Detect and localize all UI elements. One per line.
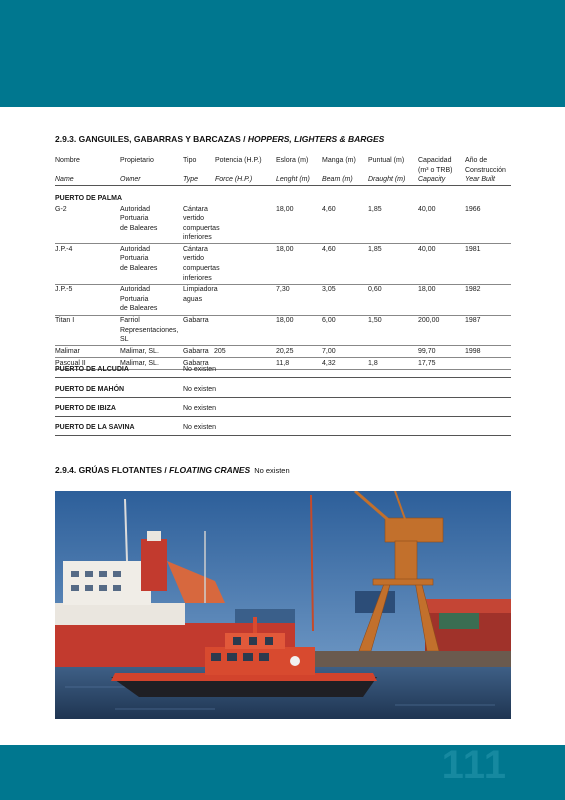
cell-owner <box>120 205 157 234</box>
header-name: Name <box>55 176 74 183</box>
cranes-title-es: 2.9.4. GRÚAS FLOTANTES / <box>55 465 170 475</box>
page-number: 111 <box>441 743 507 787</box>
cell-year: 1998 <box>465 347 481 355</box>
cell-owner <box>120 316 178 345</box>
port-name: PUERTO DE ALCUDIA <box>55 366 129 373</box>
cell-line: Portuaria <box>120 215 149 223</box>
cell-type <box>183 245 220 283</box>
header-year-built: Year Built <box>465 176 495 183</box>
port-note: No existen <box>183 424 217 431</box>
cell-draught: 1,50 <box>368 317 382 325</box>
port-note: No existen <box>183 366 217 373</box>
cell-length: 11,8 <box>276 359 290 367</box>
cell-line: de Baleares <box>120 265 158 273</box>
cell-line: Malimar, SL. <box>120 347 159 355</box>
port-rule <box>55 397 511 398</box>
port-name: PUERTO DE LA SAVINA <box>55 424 135 431</box>
cell-beam: 4,60 <box>322 245 336 253</box>
header-capacity: Capacity <box>418 176 446 183</box>
cell-line: Portuaria <box>120 255 149 263</box>
cell-line: Representaciones, <box>120 326 179 334</box>
port-note: No existen <box>183 386 217 393</box>
header-ano: Año de <box>465 157 488 164</box>
cell-line: Cántara <box>183 205 208 213</box>
cell-line: compuertas <box>183 265 220 273</box>
header-capacidad-unit: (m³ o TRB) <box>418 166 453 174</box>
header-capacidad: Capacidad <box>418 157 452 164</box>
cell-line: Autoridad <box>120 205 150 213</box>
cell-line: vertido <box>183 215 205 223</box>
cell-power: 205 <box>214 347 226 355</box>
cell-capacity: 18,00 <box>418 286 436 294</box>
cell-year: 1981 <box>465 245 481 253</box>
header-potencia: Potencia (H.P.) <box>215 157 262 164</box>
cell-capacity: 200,00 <box>418 317 440 325</box>
header-force: Force (H.P.) <box>215 176 253 183</box>
port-rule <box>55 377 511 378</box>
header-eslora: Eslora (m) <box>276 157 309 164</box>
cell-beam: 4,60 <box>322 205 336 213</box>
cell-line: aguas <box>183 295 203 303</box>
header-type: Type <box>183 176 199 183</box>
cell-line: Cántara <box>183 245 208 253</box>
cell-length: 18,00 <box>276 317 294 325</box>
header-construccion: Construcción <box>465 166 506 174</box>
group-puerto-de-palma: PUERTO DE PALMA <box>55 195 123 202</box>
header-beam: Beam (m) <box>322 176 353 183</box>
cranes-note: No existen <box>254 466 290 475</box>
cell-name: Malimar <box>55 347 80 355</box>
cell-line: compuertas <box>183 224 220 232</box>
cell-type <box>183 285 218 304</box>
cell-beam: 7,00 <box>322 347 336 355</box>
cell-owner <box>120 245 157 274</box>
section-title-en: HOPPERS, LIGHTERS & BARGES <box>247 134 385 144</box>
cell-line: inferiores <box>183 274 212 282</box>
cell-beam: 4,32 <box>322 359 336 367</box>
header-manga: Manga (m) <box>322 157 356 164</box>
cell-capacity: 40,00 <box>418 245 436 253</box>
cell-line: Autoridad <box>120 286 150 294</box>
cell-year: 1982 <box>465 286 481 294</box>
port-name: PUERTO DE MAHÓN <box>55 386 125 393</box>
cell-type <box>183 205 220 243</box>
cell-line: Gabarra <box>183 317 209 325</box>
header-nombre: Nombre <box>55 157 80 164</box>
section-heading-cranes <box>55 465 290 475</box>
cell-line: Gabarra <box>183 347 209 355</box>
header-tipo: Tipo <box>183 157 197 164</box>
cell-line: SL <box>120 336 129 344</box>
cell-draught: 1,85 <box>368 205 382 213</box>
cell-draught: 1,85 <box>368 245 382 253</box>
cell-line: de Baleares <box>120 224 158 232</box>
cell-draught: 1,8 <box>368 359 378 367</box>
port-note: No existen <box>183 405 217 412</box>
port-rule <box>55 435 511 436</box>
cell-year: 1987 <box>465 317 481 325</box>
cell-year: 1966 <box>465 205 481 213</box>
cell-name: Titan I <box>55 317 75 325</box>
cell-capacity: 40,00 <box>418 205 436 213</box>
header-rule <box>55 185 511 186</box>
cell-owner <box>120 285 157 314</box>
section-heading-barges <box>55 134 384 144</box>
cell-name: J.P.-4 <box>55 245 73 253</box>
cell-line: Portuaria <box>120 295 149 303</box>
cell-line: Gabarra <box>183 359 209 367</box>
cell-line: Malimar, SL. <box>120 359 159 367</box>
cell-owner <box>120 347 159 357</box>
cell-line: Limpiadora <box>183 286 218 294</box>
header-owner: Owner <box>120 176 141 183</box>
port-name: PUERTO DE IBIZA <box>55 405 116 412</box>
cell-line: de Baleares <box>120 305 158 313</box>
cell-beam: 3,05 <box>322 286 336 294</box>
cell-length: 18,00 <box>276 205 294 213</box>
cell-type <box>183 316 209 326</box>
header-puntual: Puntual (m) <box>368 157 405 164</box>
section-title-es: 2.9.3. GANGUILES, GABARRAS Y BARCAZAS / <box>55 134 248 144</box>
cell-type <box>183 347 209 357</box>
cell-name: G-2 <box>55 205 67 213</box>
cell-line: vertido <box>183 255 205 263</box>
header-draught: Draught (m) <box>368 176 406 183</box>
harbour-photo <box>55 491 511 719</box>
cranes-title-en: FLOATING CRANES <box>169 465 251 475</box>
header-length: Lenght (m) <box>276 176 310 183</box>
cell-capacity: 17,75 <box>418 359 436 367</box>
cell-length: 20,25 <box>276 347 294 355</box>
harbour-illustration <box>55 491 511 719</box>
port-rule <box>55 416 511 417</box>
cell-line: Farriol <box>120 317 140 325</box>
header-propietario: Propietario <box>120 157 154 164</box>
cell-name: J.P.-5 <box>55 286 73 294</box>
cell-line: inferiores <box>183 234 212 242</box>
cell-length: 18,00 <box>276 245 294 253</box>
cell-name: Pascual II <box>55 359 86 367</box>
cell-line: Autoridad <box>120 245 150 253</box>
cell-capacity: 99,70 <box>418 347 436 355</box>
cell-draught: 0,60 <box>368 286 382 294</box>
cell-length: 7,30 <box>276 286 290 294</box>
cell-beam: 6,00 <box>322 317 336 325</box>
header-band <box>0 0 565 107</box>
